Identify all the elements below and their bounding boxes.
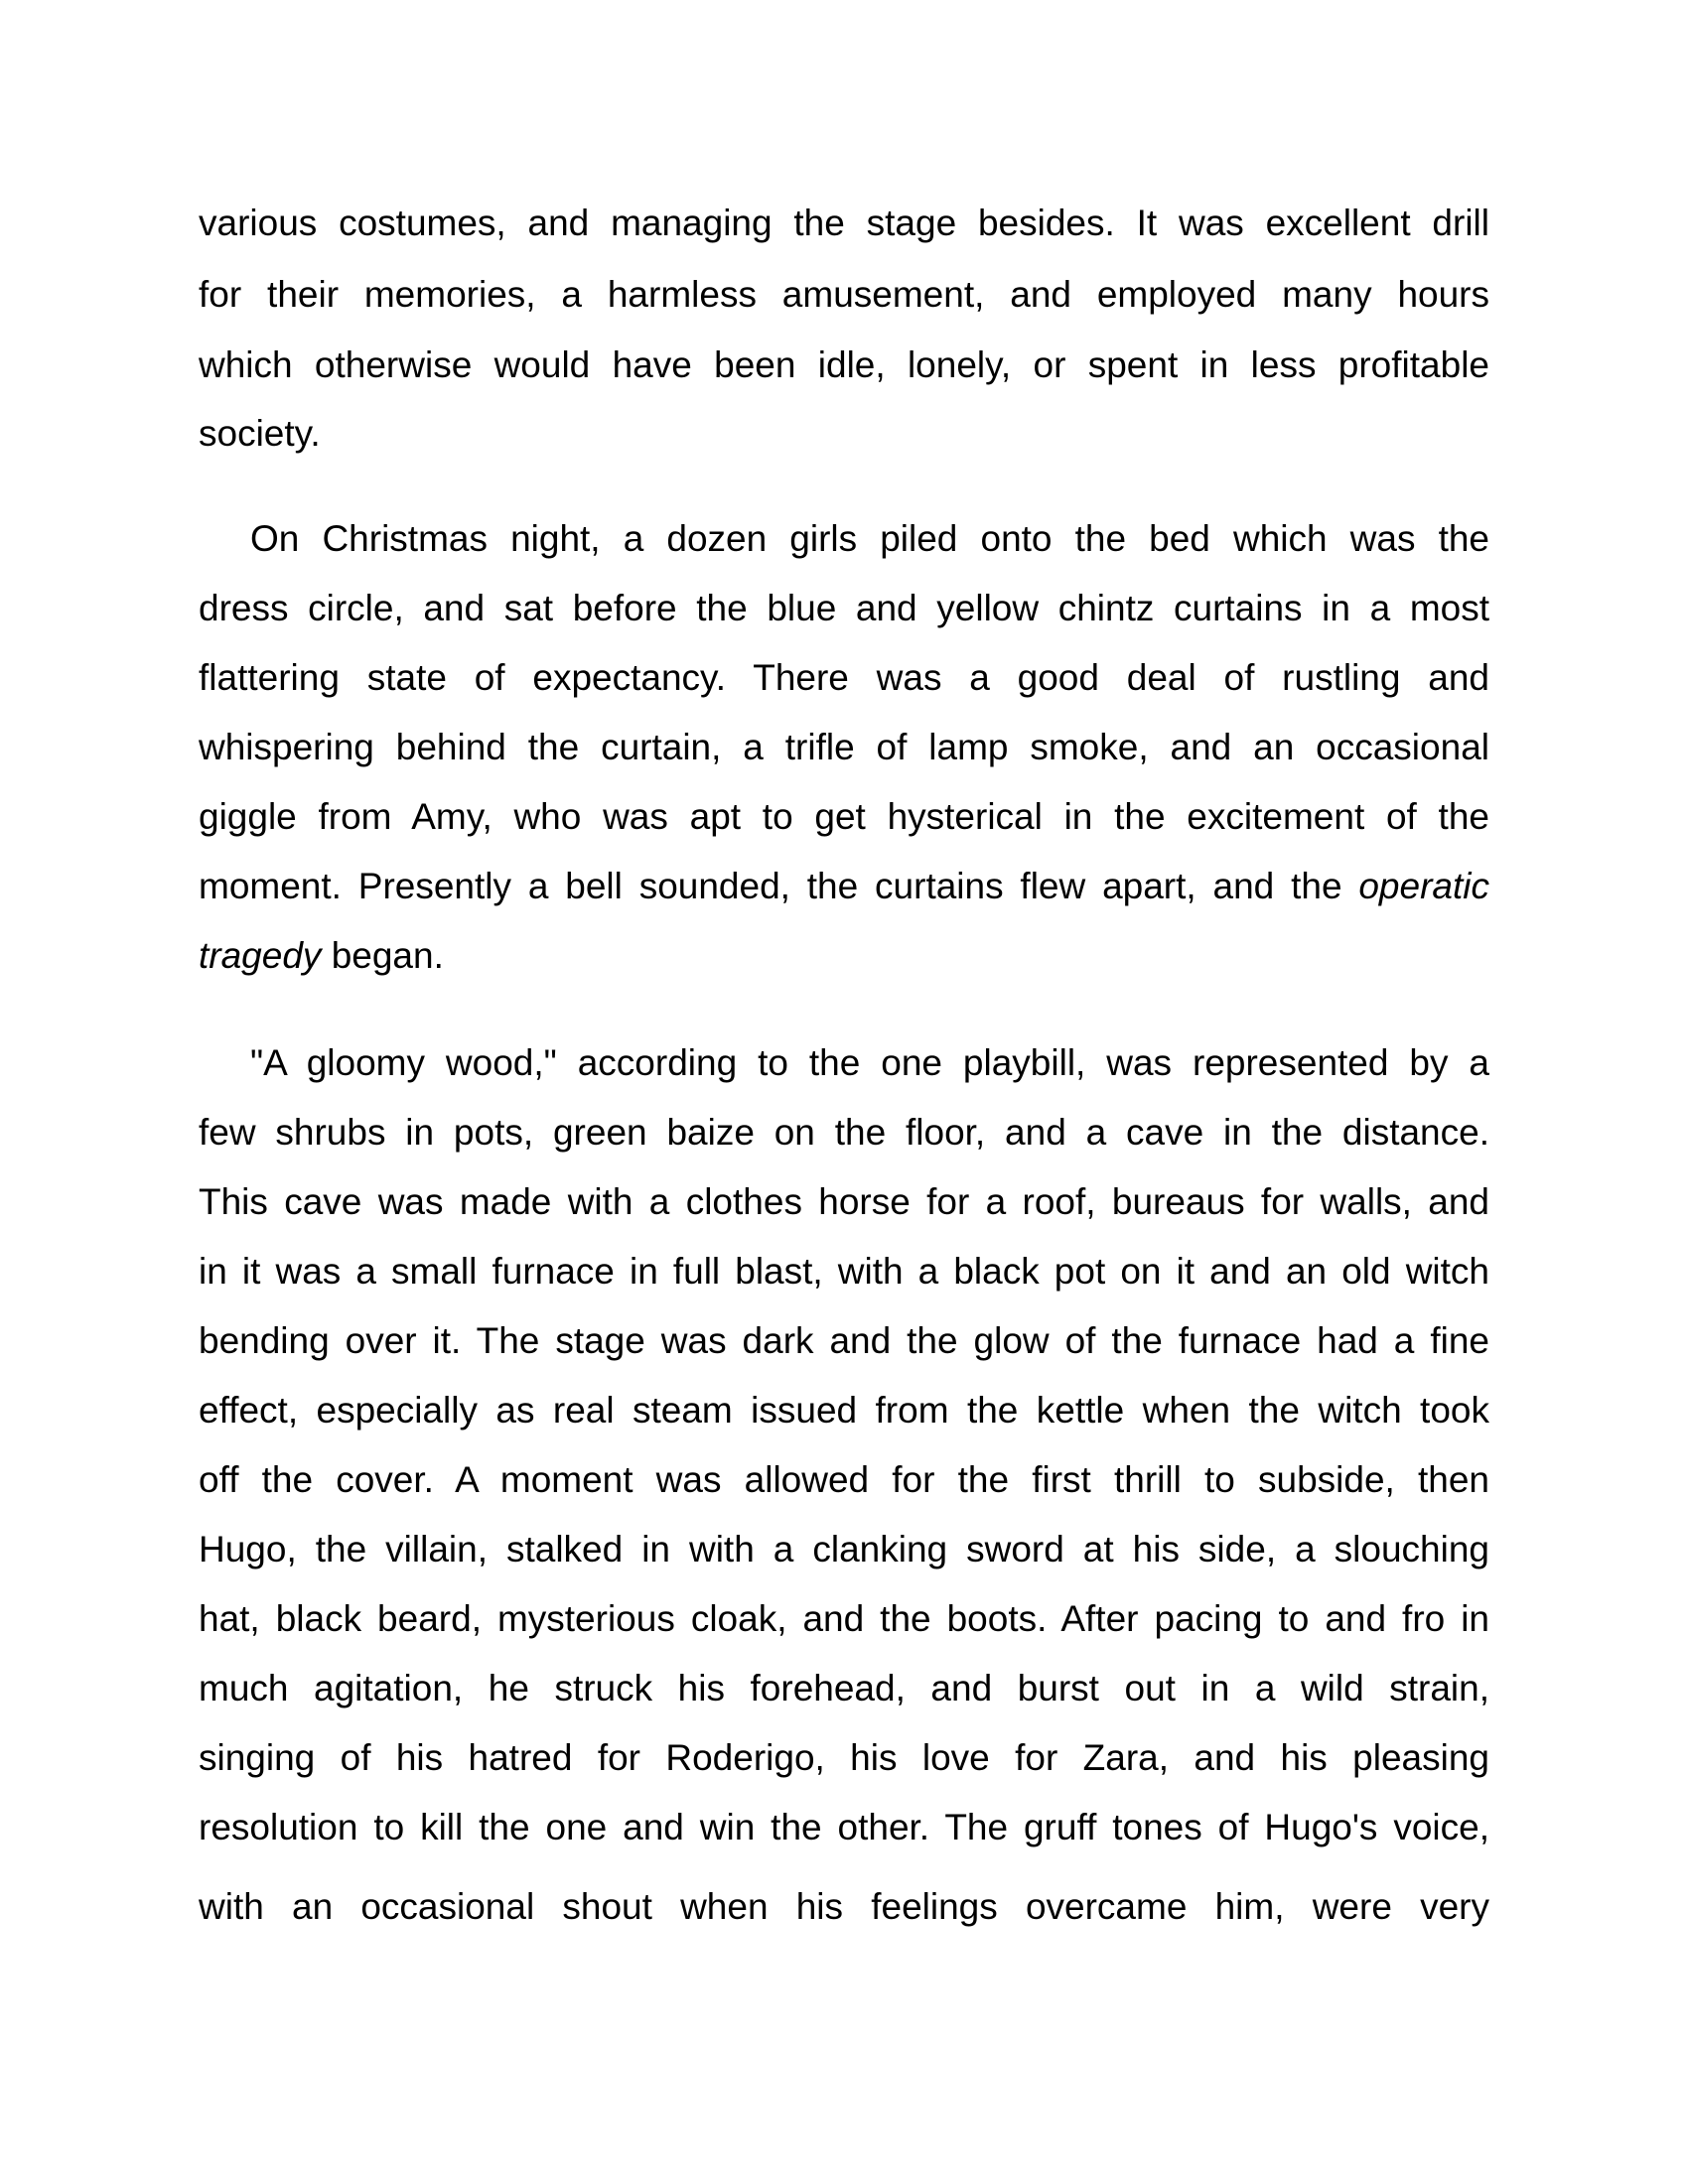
text-line: Hugo, the villain, stalked in with a clanking sword at his side, a slouching xyxy=(199,1529,1489,1570)
text-line: giggle from Amy, who was apt to get hysterical in the excitement of the xyxy=(199,796,1489,837)
text-line xyxy=(199,921,1489,991)
text-line: dress circle, and sat before the blue and yellow chintz curtains in a most xyxy=(199,588,1489,628)
text-line: off the cover. A moment was allowed for the first thrill to subside, then xyxy=(199,1459,1489,1500)
text-line: hat, black beard, mysterious cloak, and the boots. After pacing to and fro in xyxy=(199,1598,1489,1639)
text-line: On Christmas night, a dozen girls piled onto the bed which was the xyxy=(250,518,1489,559)
text-span: moment. Presently a bell sounded, the curtains flew apart, and the xyxy=(199,866,1359,906)
text-line: flattering state of expectancy. There was a good deal of rustling and xyxy=(199,657,1489,698)
text-line: This cave was made with a clothes horse for a roof, bureaus for walls, and xyxy=(199,1181,1489,1222)
text-line: effect, especially as real steam issued from the kettle when the witch took xyxy=(199,1390,1489,1431)
text-line: few shrubs in pots, green baize on the floor, and a cave in the distance. xyxy=(199,1112,1489,1153)
text-span: began. xyxy=(321,935,444,976)
text-line: much agitation, he struck his forehead, and burst out in a wild strain, xyxy=(199,1668,1489,1708)
text-line: various costumes, and managing the stage besides. It was excellent drill xyxy=(199,203,1489,243)
text-line: bending over it. The stage was dark and the glow of the furnace had a fine xyxy=(199,1320,1489,1361)
text-line: with an occasional shout when his feelings overcame him, were very xyxy=(199,1886,1489,1927)
italic-text: operatic xyxy=(1358,866,1489,906)
text-line xyxy=(199,852,1489,921)
text-line: for their memories, a harmless amusement, and employed many hours xyxy=(199,274,1489,315)
italic-text: tragedy xyxy=(199,935,322,976)
text-line: which otherwise would have been idle, lonely, or spent in less profitable xyxy=(199,344,1489,385)
text-line: singing of his hatred for Roderigo, his love for Zara, and his pleasing xyxy=(199,1737,1489,1778)
text-line: in it was a small furnace in full blast, with a black pot on it and an old witch xyxy=(199,1251,1489,1292)
text-line: "A gloomy wood," according to the one playbill, was represented by a xyxy=(250,1042,1489,1083)
text-line: whispering behind the curtain, a trifle of lamp smoke, and an occasional xyxy=(199,727,1489,767)
text-line: society. xyxy=(199,413,321,454)
text-line: resolution to kill the one and win the other. The gruff tones of Hugo's voice, xyxy=(199,1807,1489,1847)
